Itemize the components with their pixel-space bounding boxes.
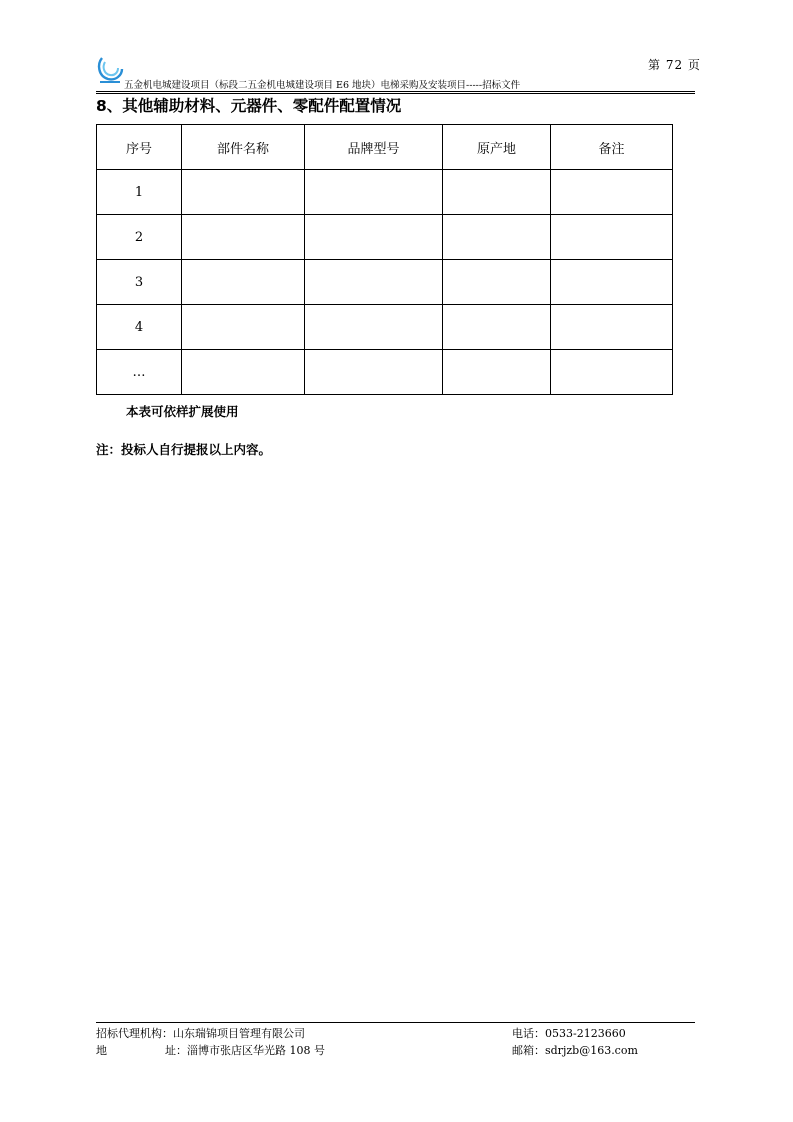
header-part-name: 部件名称 [182,125,305,170]
footer-agency: 招标代理机构：山东瑞锦项目管理有限公司 [96,1027,305,1040]
cell-brand-model[interactable] [305,305,443,350]
cell-serial: 3 [97,260,182,305]
footer-address-value: 淄博市张店区华光路 108 号 [187,1044,325,1057]
cell-remarks[interactable] [551,170,673,215]
cell-origin[interactable] [443,305,551,350]
header-brand-model: 品牌型号 [305,125,443,170]
address-label-end: 址： [165,1044,187,1057]
cell-remarks[interactable] [551,215,673,260]
table-row [97,260,673,305]
cell-brand-model[interactable] [305,350,443,395]
table-row [97,305,673,350]
header-origin: 原产地 [443,125,551,170]
cell-serial: 2 [97,215,182,260]
cell-part-name[interactable] [182,170,305,215]
footer-email: 邮箱：sdrjzb@163.com [512,1044,638,1057]
cell-part-name[interactable] [182,350,305,395]
footer-divider [96,1022,695,1023]
header-remarks: 备注 [551,125,673,170]
table-row [97,215,673,260]
page-number: 第 72 页 [648,58,701,72]
cell-brand-model[interactable] [305,170,443,215]
header-project-title: 五金机电城建设项目（标段二五金机电城建设项目 E6 地块）电梯采购及安装项目-----招标文件 [124,80,521,91]
header-divider [96,91,695,92]
company-logo-icon [96,54,124,84]
cell-origin[interactable] [443,260,551,305]
footer-address-label [96,1042,187,1058]
cell-origin[interactable] [443,215,551,260]
cell-origin[interactable] [443,170,551,215]
cell-serial: 4 [97,305,182,350]
cell-part-name[interactable] [182,260,305,305]
cell-part-name[interactable] [182,215,305,260]
cell-remarks[interactable] [551,305,673,350]
section-title: 8、其他辅助材料、元器件、零配件配置情况 [96,97,402,115]
table-extend-note: 本表可依样扩展使用 [126,404,239,419]
cell-serial: 1 [97,170,182,215]
table-row [97,350,673,395]
header-serial: 序号 [97,125,182,170]
cell-part-name[interactable] [182,305,305,350]
cell-origin[interactable] [443,350,551,395]
cell-remarks[interactable] [551,260,673,305]
bidder-remark-note: 注：投标人自行提报以上内容。 [96,442,272,457]
cell-serial: … [97,350,182,395]
table-row [97,170,673,215]
footer-address [96,1042,325,1058]
footer-phone: 电话：0533-2123660 [512,1027,626,1040]
cell-brand-model[interactable] [305,215,443,260]
address-label-start: 地 [96,1044,107,1057]
cell-remarks[interactable] [551,350,673,395]
parts-table [96,124,673,395]
table-header-row [97,125,673,170]
cell-brand-model[interactable] [305,260,443,305]
